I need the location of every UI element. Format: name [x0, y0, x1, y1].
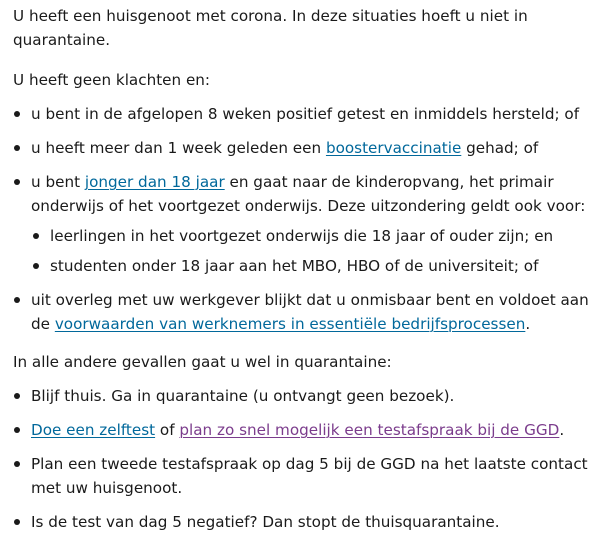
boostervaccinatie-link[interactable]: boostervaccinatie: [325, 139, 462, 157]
bullet-icon: [33, 233, 39, 239]
step-text: Is de test van dag 5 negatief? Dan stopt de thuisquarantaine.: [31, 513, 500, 531]
step-text: Plan een tweede testafspraak op dag 5 bij de GGD na het laatste contact met uw huisgenoot.: [31, 455, 588, 497]
bullet-icon: [14, 427, 20, 433]
list-item: [13, 288, 603, 336]
list-item: [13, 510, 603, 534]
bullet-icon: [14, 145, 20, 151]
exception-text: u heeft meer dan 1 week geleden een: [31, 139, 326, 157]
self-test-link[interactable]: Doe een zelftest: [31, 421, 156, 439]
exception-text: u bent in de afgelopen 8 weken positief getest en inmiddels hersteld; of: [31, 105, 580, 123]
exception-text: u bent: [31, 173, 85, 191]
exception-text: uit overleg met uw werkgever blijkt dat u onmisbaar bent en voldoet aan de: [31, 291, 589, 333]
list-item: [13, 170, 603, 278]
sub-list-item: [32, 224, 603, 248]
step-text-after: .: [559, 421, 565, 439]
bullet-icon: [14, 393, 20, 399]
sub-exceptions-list: [32, 224, 603, 278]
exception-text-after: gehad; of: [461, 139, 539, 157]
quarantine-steps-list: [13, 384, 603, 534]
essential-workers-link[interactable]: voorwaarden van werknemers in essentiële bedrijfsprocessen: [54, 315, 526, 333]
list-item: [13, 102, 603, 126]
bullet-icon: [14, 461, 20, 467]
bullet-icon: [14, 519, 20, 525]
bullet-icon: [14, 111, 20, 117]
bullet-icon: [14, 179, 20, 185]
step-text-middle: of: [155, 421, 180, 439]
list-item: [13, 384, 603, 408]
list-item: [13, 418, 603, 442]
other-cases-heading: In alle andere gevallen gaat u wel in quarantaine:: [13, 353, 392, 371]
no-complaints-heading: U heeft geen klachten en:: [13, 71, 211, 89]
bullet-icon: [33, 263, 39, 269]
bullet-icon: [14, 297, 20, 303]
sub-list-item: [32, 254, 603, 278]
step-text: Blijf thuis. Ga in quarantaine (u ontvangt geen bezoek).: [31, 387, 455, 405]
exception-text-after: .: [525, 315, 531, 333]
exception-text-after: en gaat naar de kinderopvang, het primair onderwijs of het voortgezet onderwijs. Deze uitzondering geldt ook voor:: [31, 173, 586, 215]
sub-exception-text: leerlingen in het voortgezet onderwijs die 18 jaar of ouder zijn; en: [50, 227, 554, 245]
ggd-appointment-link[interactable]: plan zo snel mogelijk een testafspraak bij de GGD: [179, 421, 560, 439]
exceptions-list: [13, 102, 603, 336]
list-item: [13, 136, 603, 160]
sub-exception-text: studenten onder 18 jaar aan het MBO, HBO of de universiteit; of: [50, 257, 539, 275]
intro-paragraph: U heeft een huisgenoot met corona. In deze situaties hoeft u niet in quarantaine.: [13, 7, 528, 49]
list-item: [13, 452, 603, 500]
younger-than-18-link[interactable]: jonger dan 18 jaar: [84, 173, 225, 191]
